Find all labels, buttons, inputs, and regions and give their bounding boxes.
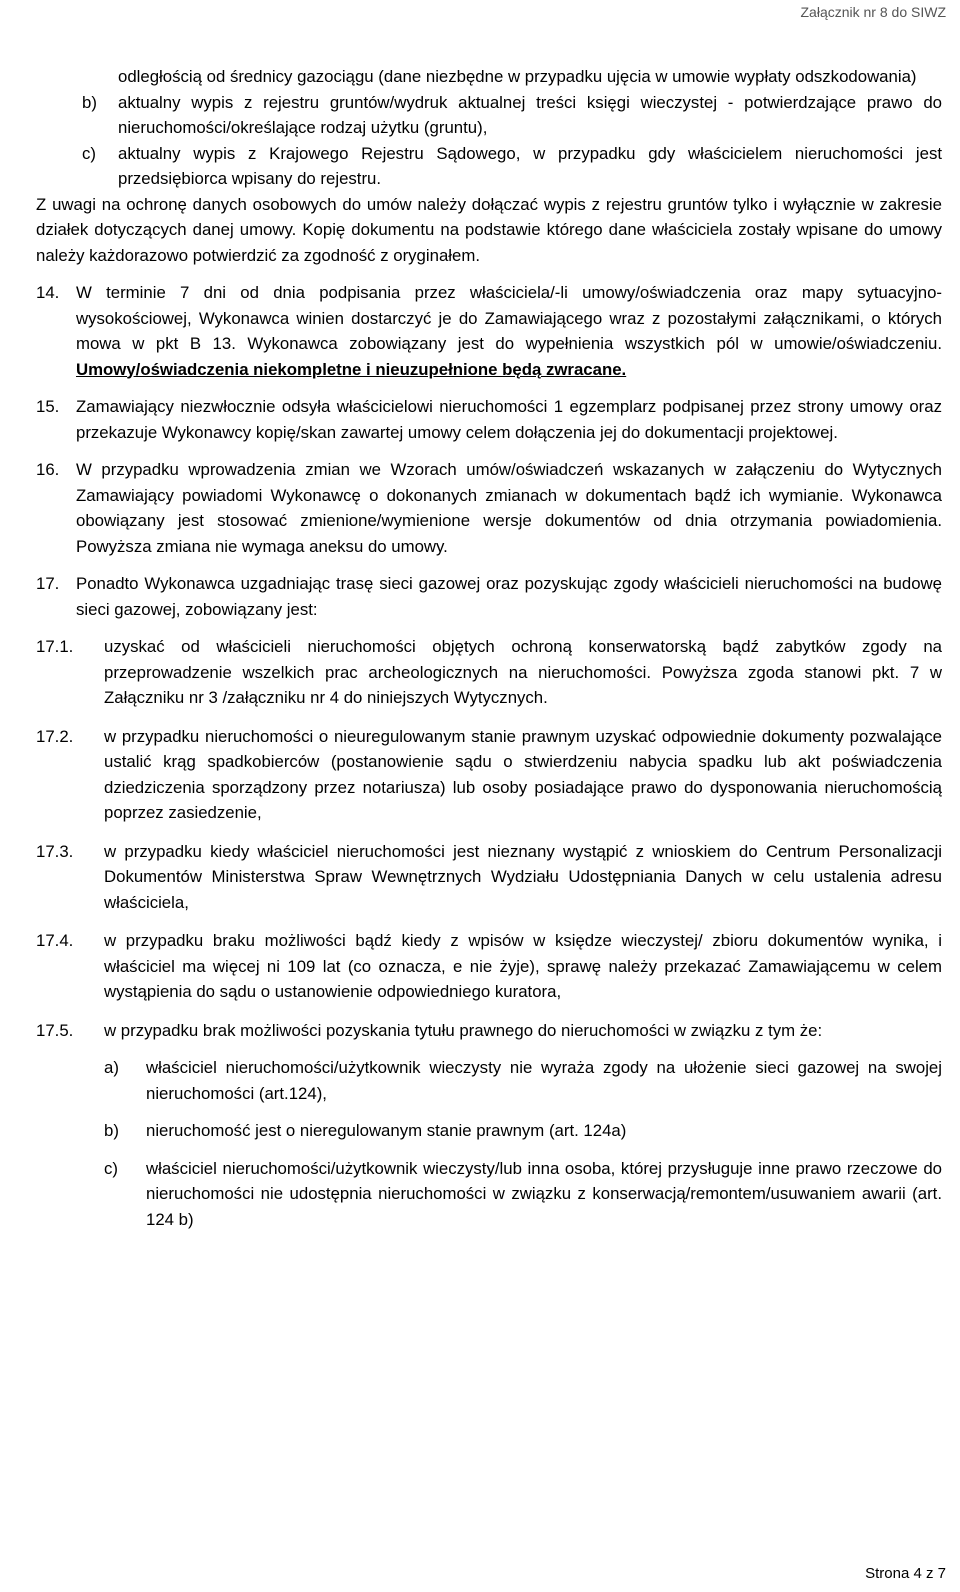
subparagraph-text: w przypadku nieruchomości o nieuregulowanym stanie prawnym uzyskać odpowiednie dokumenty pozwalające ustalić krąg spadkobierców (postanowienie sądu o stwierdzeniu nabycia spadku lub akt poświadczenia dziedziczenia sporządzony przez notariusza) lub osoby posiadające prawo do dysponowania nieruchomością poprzez zasiedzenie,	[104, 726, 942, 822]
item-text: aktualny wypis z rejestru gruntów/wydruk aktualnej treści księgi wieczystej - potwierdzające prawo do nieruchomości/określające rodzaj użytku (gruntu),	[118, 92, 942, 137]
page-header: Załącznik nr 8 do SIWZ	[800, 4, 946, 20]
subitem-text: właściciel nieruchomości/użytkownik wieczysty/lub inna osoba, której przysługuje inne prawo rzeczowe do nieruchomości nie udostępnia nieruchomości w związku z konserwacją/remontem/usuwaniem awarii (art. 124 b)	[146, 1158, 942, 1229]
document-body	[36, 64, 942, 1232]
subparagraph-text: w przypadku brak możliwości pozyskania tytułu prawnego do nieruchomości w związku z tym że:	[104, 1020, 823, 1040]
subitem-text: nieruchomość jest o nieregulowanym stanie prawnym (art. 124a)	[146, 1121, 627, 1140]
list-item-c	[82, 141, 942, 192]
item-label: b)	[82, 92, 97, 112]
subparagraph-text: w przypadku braku możliwości bądź kiedy z wpisów w księdze wieczystej/ zbioru dokumentów wynika, i właściciel ma więcej ni 109 lat (co oznacza, e nie żyje), sprawę należy przekazać Zamawiającemu w celem wystąpienia do sądu o ustanowienie odpowiedniego kuratora,	[104, 931, 942, 1001]
item-label: c)	[82, 143, 96, 163]
subparagraph-17-3	[36, 839, 942, 916]
subitem-c	[104, 1156, 942, 1233]
paragraph-16	[36, 457, 942, 559]
item-a-continuation: odległością od średnicy gazociągu (dane niezbędne w przypadku ujęcia w umowie wypłaty odszkodowania)	[118, 67, 917, 86]
intro-section	[36, 64, 942, 268]
item-text: aktualny wypis z Krajowego Rejestru Sądowego, w przypadku gdy właścicielem nieruchomości jest przedsiębiorca wpisany do rejestru.	[118, 143, 942, 188]
subitem-b	[104, 1118, 942, 1144]
paragraph-text: W przypadku wprowadzenia zmian we Wzorach umów/oświadczeń wskazanych w załączeniu do Wytycznych Zamawiający powiadomi Wykonawcę o dokonanych zmianach w dokumentach bądź ich wymianie. Wykonawca obowiązany jest stosować zmienione/wymienione wersje dokumentów od dnia otrzymania powiadomienia. Powyższa zmiana nie wymaga aneksu do umowy.	[76, 460, 942, 556]
subparagraph-number: 17.3.	[36, 841, 74, 861]
subparagraph-17-2	[36, 724, 942, 826]
subitem-a	[104, 1055, 942, 1106]
paragraph-number: 14.	[36, 283, 60, 302]
subparagraph-number: 17.4.	[36, 931, 74, 950]
paragraph-number: 17.	[36, 574, 60, 593]
paragraph-14	[36, 280, 942, 382]
subparagraph-17-4	[36, 928, 942, 1005]
subitem-label: a)	[104, 1058, 119, 1077]
subparagraph-number: 17.5.	[36, 1020, 74, 1040]
subitem-text: właściciel nieruchomości/użytkownik wieczysty nie wyraża zgody na ułożenie sieci gazowej na swojej nieruchomości (art.124),	[146, 1058, 942, 1103]
subparagraph-text: uzyskać od właścicieli nieruchomości objętych ochroną konserwatorską bądź zabytków zgody na przeprowadzenie wszelkich prac archeologicznych na nieruchomości. Powyższa zgoda stanowi pkt. 7 w Załączniku nr 3 /załączniku nr 4 do niniejszych Wytycznych.	[104, 637, 942, 707]
subitem-label: c)	[104, 1158, 118, 1178]
subparagraph-number: 17.1.	[36, 637, 74, 656]
subitem-label: b)	[104, 1121, 119, 1140]
privacy-note: Z uwagi na ochronę danych osobowych do umów należy dołączać wypis z rejestru gruntów tylko i wyłącznie w zakresie działek dotyczących danej umowy. Kopię dokumentu na podstawie którego dane właściciela zostały wpisane do umowy należy każdorazowo potwierdzić za zgodność z oryginałem.	[36, 194, 942, 265]
page-footer: Strona 4 z 7	[865, 1565, 946, 1582]
subparagraph-17-5	[36, 1018, 942, 1044]
paragraph-text: Zamawiający niezwłocznie odsyła właścicielowi nieruchomości 1 egzemplarz podpisanej przez strony umowy oraz przekazuje Wykonawcy kopię/skan zawartej umowy celem dołączenia jej do dokumentacji projektowej.	[76, 397, 942, 442]
paragraph-body: W terminie 7 dni od dnia podpisania przez właściciela/-li umowy/oświadczenia oraz mapy sytuacyjno-wysokościowej, Wykonawca winien dostarczyć je do Zamawiającego wraz z pozostałymi załącznikami, o których mowa w pkt B 13. Wykonawca zobowiązany jest do wypełnienia wszystkich pól w umowie/oświadczeniu.	[76, 283, 942, 353]
paragraph-15	[36, 394, 942, 445]
list-item-b	[82, 90, 942, 141]
paragraph-17	[36, 571, 942, 622]
paragraph-number: 15.	[36, 397, 60, 416]
paragraph-text	[76, 280, 942, 382]
subparagraph-text: w przypadku kiedy właściciel nieruchomości jest nieznany wystąpić z wnioskiem do Centrum Personalizacji Dokumentów Ministerstwa Spraw Wewnętrznych Wydziału Udostępniania Danych w celu ustalenia adresu właściciela,	[104, 841, 942, 912]
paragraph-text: Ponadto Wykonawca uzgadniając trasę sieci gazowej oraz pozyskując zgody właścicieli nieruchomości na budowę sieci gazowej, zobowiązany jest:	[76, 574, 942, 619]
subparagraph-number: 17.2.	[36, 726, 74, 746]
emphasis-warning: Umowy/oświadczenia niekompletne i nieuzupełnione będą zwracane.	[76, 359, 627, 379]
paragraph-number: 16.	[36, 460, 60, 479]
subparagraph-17-1	[36, 634, 942, 711]
